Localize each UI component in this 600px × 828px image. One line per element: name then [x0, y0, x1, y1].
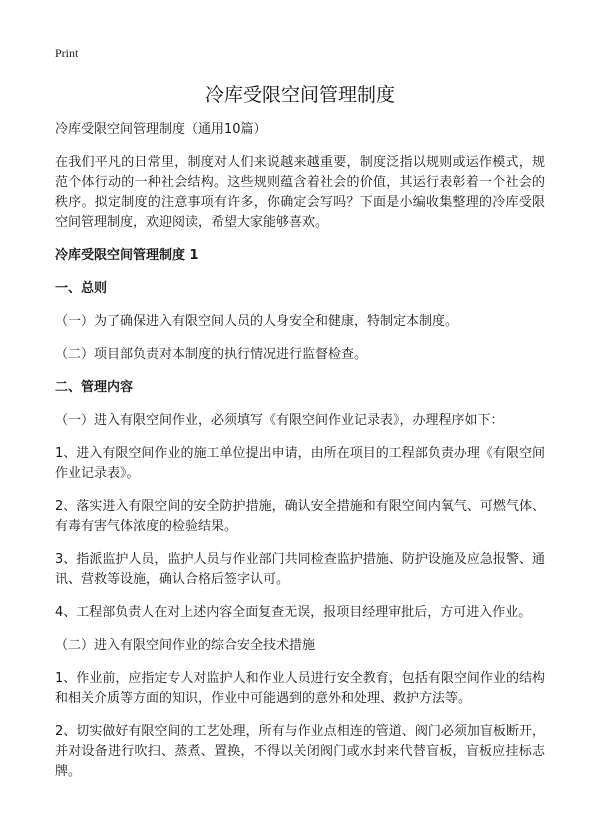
paragraph: 4、工程部负责人在对上述内容全面复查无误，报项目经理审批后，方可进入作业。	[55, 605, 532, 620]
section-title: 冷库受限空间管理制度 1	[55, 248, 199, 263]
paragraph: 2、落实进入有限空间的安全防护措施，确认安全措施和有限空间内氧气、可燃气体、有毒有害气体浓度的检验结果。	[55, 499, 545, 534]
intro-paragraph: 在我们平凡的日常里，制度对人们来说越来越重要，制度泛指以规则或运作模式，规范个体行动的一种社会结构。这些规则蕴含着社会的价值，其运行表彰着一个社会的秩序。拟定制度的注意事项有许多，你确定会写吗？下面是小编收集整理的冷库受限空间管理制度，欢迎阅读，希望大家能够喜欢。	[55, 155, 545, 230]
paragraph: 3、指派监护人员，监护人员与作业部门共同检查监护措施、防护设施及应急报警、通讯、营救等设施，确认合格后签字认可。	[55, 552, 545, 587]
paragraph: （一）为了确保进入有限空间人员的人身安全和健康，特制定本制度。	[55, 314, 459, 329]
document-body	[55, 120, 545, 795]
paragraph: （二）项目部负责对本制度的执行情况进行监督检查。	[55, 347, 368, 362]
paragraph: 2、切实做好有限空间的工艺处理，所有与作业点相连的管道、阀门必须加盲板断开，并对设备进行吹扫、蒸煮、置换，不得以关闭阀门或水封来代替盲板，盲板应挂标志牌。	[55, 724, 545, 779]
page-title: 冷库受限空间管理制度	[204, 84, 395, 106]
paragraph: 1、进入有限空间作业的施工单位提出申请，由所在项目的工程部负责办理《有限空间作业记录表》。	[55, 446, 545, 481]
paragraph: （二）进入有限空间作业的综合安全技术措施	[55, 638, 316, 653]
paragraph: 1、作业前，应指定专人对监护人和作业人员进行安全教育，包括有限空间作业的结构和相关介质等方面的知识，作业中可能遇到的意外和处理、救护方法等。	[55, 671, 545, 706]
document-subtitle: 冷库受限空间管理制度（通用10篇）	[55, 122, 267, 137]
heading-general: 一、总则	[55, 281, 108, 296]
heading-management: 二、管理内容	[55, 380, 134, 395]
paragraph: （一）进入有限空间作业，必须填写《有限空间作业记录表》，办理程序如下：	[55, 413, 504, 428]
print-link[interactable]: Print	[55, 46, 79, 60]
